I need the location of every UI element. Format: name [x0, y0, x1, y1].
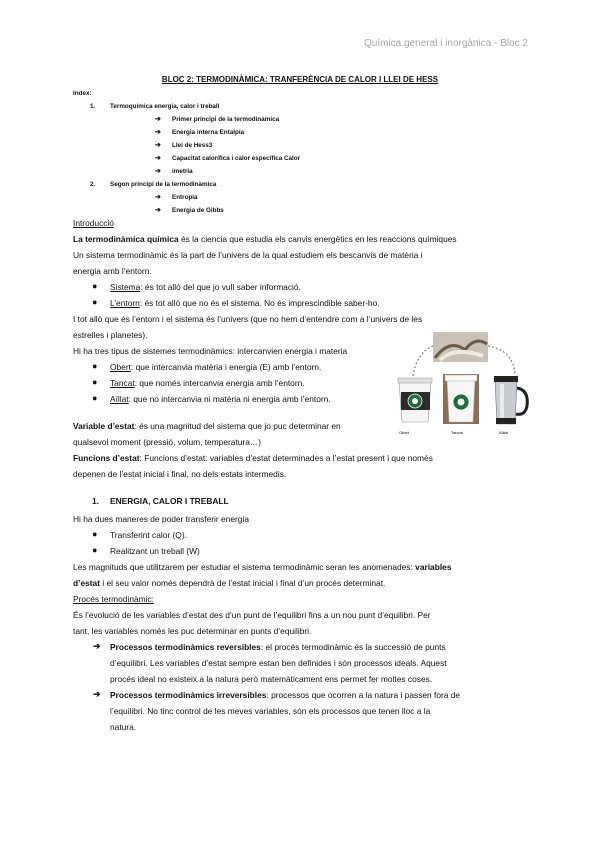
open-cup-icon: [398, 378, 432, 422]
index-item: Termoquímica energia, calor i treball: [110, 103, 220, 110]
bullet-icon: ●: [92, 377, 98, 387]
paragraph-line: Funcions d’estat: Funcions d’estat: variables d’estat determinades a l’estat present i que només: [73, 453, 433, 463]
section-heading: ENERGIA, CALOR I TREBALL: [110, 496, 229, 506]
paragraph-line: procés ideal no existeix a la natura però matemàticament ens permet fer moltes coses.: [110, 674, 433, 684]
index-subitem: Capacitat calorífica i calor específica Calor: [172, 155, 301, 162]
intro-heading: Introducció: [73, 218, 114, 228]
arrow-icon: ➔: [155, 207, 161, 214]
paragraph-line: d’estat i el seu valor només dependrà de l’estat inicial i final d’un procés determinat.: [73, 578, 386, 588]
document-title: BLOC 2: TERMODINÀMICA: TRANFERÈNCIA DE CALOR I LLEI DE HESS: [161, 75, 439, 84]
coffee-cups-illustration: [395, 332, 530, 437]
bullet-item: Tancat: que només intercanvia energia amb l’entorn.: [110, 378, 305, 388]
index-subitem: Primer principi de la termodinàmica: [172, 116, 280, 123]
index-subitem: Energia de Gibbs: [172, 207, 224, 214]
paragraph-line: Hi ha dues maneres de poder transferir energia: [73, 514, 249, 524]
paragraph-line: Processos termodinàmics irreversibles: processos que ocorren a la natura i passen fora de: [110, 690, 461, 700]
paragraph-line: depenen de l’estat inicial i final, no dels estats intermedis.: [73, 469, 287, 479]
index-item: Segon principi de la termodinàmica: [110, 181, 217, 188]
bullet-item: Obert: que intercanvia matèria i energia (E) amb l’entorn.: [110, 362, 322, 372]
arrow-icon: ➔: [155, 168, 161, 175]
paragraph-line: La termodinàmica química és la ciencia que estudia els canvis energètics en les reaccions químiques: [73, 234, 457, 244]
arrow-icon: ➔: [93, 689, 101, 699]
cups-svg: [395, 332, 530, 437]
index-item-number: 1.: [90, 103, 96, 110]
bullet-icon: ●: [92, 545, 98, 555]
index-subitem: imetria: [172, 168, 193, 175]
paragraph-line: tant, les variables només les puc determinar en punts d’equilibri.: [73, 626, 312, 636]
index-item-number: 2.: [90, 181, 96, 188]
index-subitem: Entropia: [172, 194, 198, 201]
bullet-item: Sistema: és tot allò del que jo vull saber informació.: [110, 282, 301, 292]
paragraph-line: Processos termodinàmics reversibles: el procés termodinàmic és la successió de punts: [110, 642, 446, 652]
bullet-item: L’entorn: és tot allò que no és el sistema. No és imprescindible saber-ho.: [110, 298, 380, 308]
arrow-icon: ➔: [155, 116, 161, 123]
arrow-icon: ➔: [155, 155, 161, 162]
paragraph-line: Un sistema termodinàmic és la part de l’univers de la qual estudiem els bescanvis de matèria i: [73, 250, 423, 260]
bullet-icon: ●: [92, 361, 98, 371]
paragraph-line: Variable d’estat: és una magnitud del sistema que jo puc determinar en: [73, 421, 341, 431]
insulated-mug-icon: [494, 376, 527, 424]
closed-cup-icon: [443, 374, 479, 424]
index-subitem: Energia interna Entalpia: [172, 129, 245, 136]
paragraph-line: l’equilibri. No tinc control de les meves variables, són els processos que tenen lloc a la: [110, 706, 431, 716]
paragraph-line: energia amb l’entorn.: [73, 266, 152, 276]
arrow-icon: ➔: [93, 641, 101, 651]
cup-caption: Tancat: [451, 430, 463, 435]
paragraph-line: estrelles i planetes).: [73, 330, 148, 340]
page-header: Química general i inorgànica - Bloc 2: [364, 38, 528, 49]
paragraph-line: I tot allò que és l’entorn i el sistema és l’univers (que no hem d’entendre com a l’univers de les: [73, 314, 423, 324]
bullet-icon: ●: [92, 393, 98, 403]
cup-caption: Obert: [399, 430, 410, 435]
paragraph-line: Les magnituds que utilitzarem per estudiar el sistema termodinàmic seran les anomenades: variables: [73, 562, 452, 572]
cup-caption: Aïllat: [499, 430, 508, 435]
index-subitem: Llei de Hess3: [172, 142, 213, 149]
bullet-item: Transferint calor (Q).: [110, 530, 187, 540]
subsection-heading: Procés termodinàmic:: [73, 594, 154, 604]
arrow-icon: ➔: [155, 142, 161, 149]
bullet-item: Aïllat: que no intercanvia ni matèria ni energia amb l’entorn.: [110, 394, 331, 404]
paragraph-line: d’equilibri. Les variables d’estat sempre estan ben definides i són processos ideals. Aquest: [110, 658, 447, 668]
bullet-icon: ●: [92, 529, 98, 539]
paragraph-line: Hi ha tres tipus de sistemes termodinàmics: intercanvien energia i materia: [73, 346, 348, 356]
bullet-item: Realitzant un treball (W): [110, 546, 200, 556]
section-number: 1.: [92, 496, 99, 506]
bullet-icon: ●: [92, 281, 98, 291]
paragraph-line: qualsevol moment (pressió, volum, temperatura…): [73, 437, 262, 447]
paragraph-line: natura.: [110, 722, 137, 732]
paragraph-line: És l’evolució de les variables d’estat des d’un punt de l’equilibri fins a un nou punt d’equilibri. Per: [73, 610, 431, 620]
index-label: Index:: [73, 90, 92, 97]
bullet-icon: ●: [92, 297, 98, 307]
arrow-icon: ➔: [155, 194, 161, 201]
arrow-icon: ➔: [155, 129, 161, 136]
